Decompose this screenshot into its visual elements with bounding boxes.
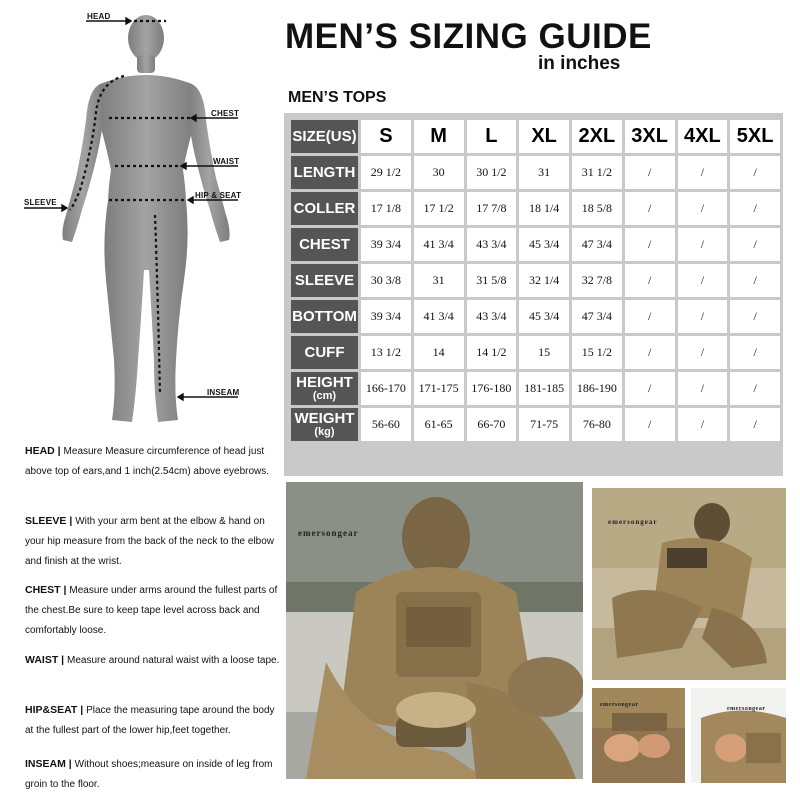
table-cell: 31 [519, 156, 569, 189]
table-row [291, 156, 780, 189]
size-us-header: SIZE(US) [291, 120, 358, 153]
instruction-title: WAIST [25, 654, 59, 666]
table-cell: 45 3/4 [519, 300, 569, 333]
table-row [291, 228, 780, 261]
table-cell: 14 [414, 336, 464, 369]
row-header-label: SLEEVE [294, 272, 355, 289]
table-cell: 32 1/4 [519, 264, 569, 297]
table-cell: 181-185 [519, 372, 569, 405]
table-cell: 45 3/4 [519, 228, 569, 261]
table-cell: 17 1/8 [361, 192, 411, 225]
table-cell: 47 3/4 [572, 228, 622, 261]
table-cell: / [730, 372, 780, 405]
table-cell: / [678, 300, 728, 333]
table-cell: 56-60 [361, 408, 411, 441]
row-header-label: LENGTH [293, 164, 356, 181]
instruction-text: Measure Measure circumference of head just above top of ears,and 1 inch(2.54cm) above eyebrows. [25, 446, 270, 477]
row-header [291, 336, 358, 369]
detail-photo-cuff-image [691, 688, 786, 783]
table-cell: 171-175 [414, 372, 464, 405]
table-cell: / [730, 300, 780, 333]
section-title: MEN’S TOPS [288, 89, 387, 106]
table-cell: / [625, 192, 675, 225]
model-photo-kneeling [592, 488, 786, 680]
table-cell: / [678, 264, 728, 297]
brand-logo-text: emersongear [608, 518, 658, 526]
table-row [291, 336, 780, 369]
table-cell: / [625, 336, 675, 369]
row-header [291, 156, 358, 189]
table-row [291, 192, 780, 225]
row-header-label: HEIGHT [296, 374, 353, 391]
model-photo-main-image [286, 482, 583, 779]
row-header-label: WEIGHT [294, 410, 355, 427]
table-cell: 17 1/2 [414, 192, 464, 225]
table-cell: 29 1/2 [361, 156, 411, 189]
hip-seat-label: HIP & SEAT [195, 191, 242, 200]
size-header: 2XL [572, 120, 622, 153]
table-cell: 18 5/8 [572, 192, 622, 225]
instruction-separator: | [65, 758, 75, 770]
size-header: S [361, 120, 411, 153]
instruction-separator: | [60, 584, 70, 596]
brand-logo-text: emersongear [298, 528, 359, 538]
size-table-body [291, 156, 780, 441]
table-cell: 39 3/4 [361, 228, 411, 261]
brand-logo-text: emersongear [600, 702, 639, 708]
row-header [291, 228, 358, 261]
inseam-label: INSEAM [207, 388, 240, 397]
table-cell: / [625, 156, 675, 189]
table-cell: / [625, 228, 675, 261]
table-cell: / [730, 264, 780, 297]
instruction-separator: | [54, 445, 64, 457]
table-cell: 41 3/4 [414, 228, 464, 261]
instruction-text: With your arm bent at the elbow & hand on your hip measure from the back of the neck to the elbow and finish at the wrist. [25, 516, 275, 567]
instruction-title: SLEEVE [25, 515, 67, 527]
model-photo-main [286, 482, 583, 779]
chest-label: CHEST [211, 109, 240, 118]
instruction-waist [25, 650, 285, 671]
table-cell: 13 1/2 [361, 336, 411, 369]
instruction-text: Measure under arms around the fullest parts of the chest.Be sure to keep tape level across back and comfortably loose. [25, 585, 278, 636]
table-cell: 15 1/2 [572, 336, 622, 369]
size-header: M [414, 120, 464, 153]
table-cell: 43 3/4 [467, 300, 517, 333]
instruction-head [25, 441, 285, 482]
instruction-hip-seat [25, 700, 285, 741]
table-cell: 31 5/8 [467, 264, 517, 297]
instruction-title: HEAD [25, 445, 55, 457]
size-header: 3XL [625, 120, 675, 153]
instruction-chest [25, 580, 285, 641]
waist-label: WAIST [213, 157, 240, 166]
table-cell: 15 [519, 336, 569, 369]
row-header-label: CUFF [304, 344, 345, 361]
size-header: 4XL [678, 120, 728, 153]
size-header: XL [519, 120, 569, 153]
instruction-title: HIP&SEAT [25, 704, 78, 716]
table-cell: / [730, 156, 780, 189]
detail-photo-sleeve [592, 688, 685, 783]
table-cell: 71-75 [519, 408, 569, 441]
table-cell: 61-65 [414, 408, 464, 441]
table-cell: / [625, 300, 675, 333]
table-row [291, 300, 780, 333]
row-header [291, 300, 358, 333]
table-cell: / [678, 228, 728, 261]
row-header-label: CHEST [299, 236, 350, 253]
table-cell: / [678, 192, 728, 225]
head-label: HEAD [87, 12, 111, 21]
body-measurement-figure [0, 0, 280, 440]
detail-photo-cuff [691, 688, 786, 783]
table-cell: 30 1/2 [467, 156, 517, 189]
table-cell: 66-70 [467, 408, 517, 441]
table-cell: 186-190 [572, 372, 622, 405]
instruction-title: CHEST [25, 584, 61, 596]
row-header [291, 372, 358, 405]
instruction-sleeve [25, 511, 285, 572]
size-header-row [291, 120, 780, 153]
table-cell: / [678, 372, 728, 405]
instruction-separator: | [77, 704, 87, 716]
body-silhouette [0, 0, 280, 440]
table-cell: / [730, 408, 780, 441]
table-cell: / [678, 336, 728, 369]
table-row [291, 264, 780, 297]
page-title: MEN’S SIZING GUIDE [285, 17, 652, 56]
table-cell: 39 3/4 [361, 300, 411, 333]
instruction-inseam [25, 754, 285, 795]
table-cell: 31 [414, 264, 464, 297]
table-cell: / [730, 228, 780, 261]
table-cell: 166-170 [361, 372, 411, 405]
table-cell: / [678, 156, 728, 189]
table-cell: / [730, 336, 780, 369]
row-header-unit: (kg) [314, 426, 335, 438]
table-cell: 31 1/2 [572, 156, 622, 189]
row-header-label: COLLER [293, 200, 356, 217]
table-cell: 76-80 [572, 408, 622, 441]
table-cell: 30 3/8 [361, 264, 411, 297]
brand-logo-text: emersongear [727, 706, 766, 712]
table-cell: / [625, 372, 675, 405]
instruction-text: Without shoes;measure on inside of leg from groin to the floor. [25, 759, 273, 790]
row-header [291, 264, 358, 297]
table-cell: / [625, 264, 675, 297]
instruction-separator: | [58, 654, 68, 666]
page-subtitle: in inches [538, 53, 621, 74]
model-photo-kneeling-image [592, 488, 786, 680]
table-row [291, 372, 780, 405]
row-header [291, 408, 358, 441]
table-cell: 47 3/4 [572, 300, 622, 333]
instruction-text: Measure around natural waist with a loose tape. [67, 655, 280, 666]
row-header-label: BOTTOM [292, 308, 357, 325]
instruction-text: Place the measuring tape around the body at the fullest part of the lower hip,feet together. [25, 705, 275, 736]
table-cell: 43 3/4 [467, 228, 517, 261]
row-header-unit: (cm) [312, 390, 337, 402]
table-row [291, 408, 780, 441]
table-cell: / [678, 408, 728, 441]
size-header: 5XL [730, 120, 780, 153]
instruction-separator: | [66, 515, 76, 527]
table-cell: 176-180 [467, 372, 517, 405]
table-cell: / [730, 192, 780, 225]
size-header: L [467, 120, 517, 153]
table-cell: 14 1/2 [467, 336, 517, 369]
table-cell: 17 7/8 [467, 192, 517, 225]
table-cell: 32 7/8 [572, 264, 622, 297]
table-cell: 41 3/4 [414, 300, 464, 333]
instruction-title: INSEAM [25, 758, 66, 770]
row-header [291, 192, 358, 225]
sleeve-label: SLEEVE [24, 198, 57, 207]
table-cell: 18 1/4 [519, 192, 569, 225]
table-cell: / [625, 408, 675, 441]
table-cell: 30 [414, 156, 464, 189]
size-table [288, 117, 783, 444]
